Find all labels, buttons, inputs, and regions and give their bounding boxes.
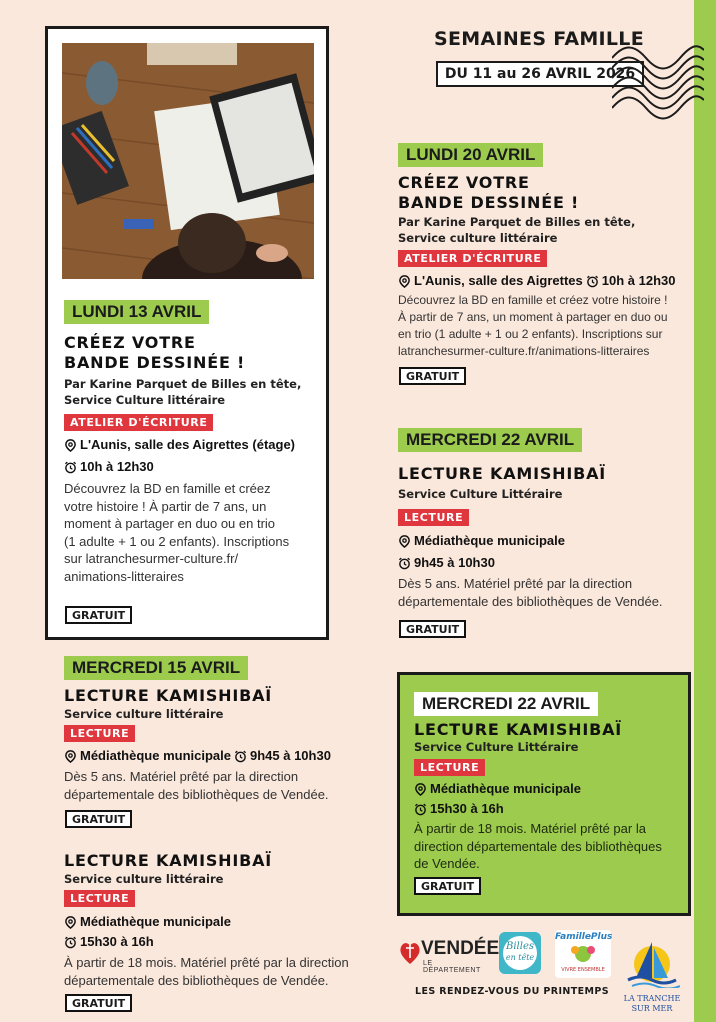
event-location-text: Médiathèque municipale [430, 781, 581, 796]
event-organizer: Service culture littéraire [64, 872, 224, 886]
event-type-badge: LECTURE [64, 890, 135, 907]
event-organizer: Par Karine Parquet de Billes en tête, [64, 377, 302, 391]
event-time-text: 9h45 à 10h30 [249, 748, 331, 763]
alarm-clock-icon [234, 750, 247, 763]
event-time-text: 10h à 12h30 [80, 459, 154, 474]
event-description [64, 768, 329, 803]
alarm-clock-icon [414, 803, 427, 816]
desc-line: sur latranchesurmer-culture.fr/ [64, 551, 239, 566]
event-location [64, 437, 295, 453]
vendee-logo [399, 936, 500, 976]
event-title: LECTURE KAMISHIBAÏ [398, 464, 607, 483]
desc-line: départementale des bibliothèques de Vendée. [64, 972, 329, 988]
event-type-badge: ATELIER D'ÉCRITURE [64, 414, 213, 431]
event-organizer: Service Culture Littéraire [398, 487, 563, 501]
vendee-name: VENDÉE [421, 938, 500, 959]
price-tag: GRATUIT [399, 367, 466, 385]
event-title: LECTURE KAMISHIBAÏ [64, 851, 273, 870]
event-location-text: Médiathèque municipale [414, 533, 565, 548]
desc-line: À partir de 18 mois. Matériel prêté par la direction [64, 955, 349, 970]
desc-line: À partir de 18 mois. Matériel prêté par la [414, 821, 646, 836]
event-time [414, 801, 504, 817]
event-organizer: Service Culture littéraire [64, 393, 226, 407]
event-time-text: 10h à 12h30 [601, 273, 676, 288]
alarm-clock-icon [398, 557, 411, 570]
event-type-badge: ATELIER D'ÉCRITURE [398, 250, 547, 267]
event-location-text: Médiathèque municipale [80, 748, 231, 763]
event-location [398, 533, 565, 549]
event-day-tag: MERCREDI 15 AVRIL [64, 656, 248, 680]
location-pin-icon [64, 439, 77, 452]
price-tag: GRATUIT [65, 994, 132, 1012]
event-type-badge: LECTURE [398, 509, 469, 526]
tranche-line1: LA TRANCHE [623, 994, 681, 1003]
event-description [64, 954, 349, 989]
date-range: DU 11 au 26 AVRIL 2026 [436, 61, 644, 87]
event-location [64, 914, 231, 930]
wave-decoration-icon [612, 40, 704, 120]
desc-line: départementale des bibliothèques de Vendée. [398, 593, 663, 609]
event-location-text: L'Aunis, salle des Aigrettes (étage) [80, 437, 296, 452]
desc-line: latranchesurmer-culture.fr/animations-litteraires [398, 344, 650, 358]
vendee-subtitle: LE DÉPARTEMENT [423, 960, 481, 974]
desc-line: départementale des bibliothèques de Vendée. [64, 786, 329, 802]
desc-line: Dès 5 ans. Matériel prêté par la direction [398, 576, 633, 591]
event-day-tag: MERCREDI 22 AVRIL [414, 692, 598, 716]
price-tag: GRATUIT [414, 877, 481, 895]
location-pin-icon [414, 783, 427, 796]
event-location-text: Médiathèque municipale [80, 914, 231, 929]
event-organizer: Service culture littéraire [398, 231, 558, 245]
billes-line1: Billes [506, 941, 534, 952]
event-title: LECTURE KAMISHIBAÏ [64, 686, 273, 705]
desc-line: direction départementale des bibliothèques [414, 838, 662, 854]
event-location [414, 781, 581, 797]
tranche-line2: SUR MER [631, 1004, 673, 1013]
price-tag: GRATUIT [65, 810, 132, 828]
vendee-heart-icon [399, 940, 421, 966]
event-title: CRÉEZ VOTRE [64, 333, 196, 352]
location-pin-icon [398, 535, 411, 548]
event-title: BANDE DESSINÉE ! [398, 193, 580, 212]
drawing-workshop-photo [62, 43, 314, 279]
famille-plus-label: FamillePlus [555, 932, 613, 942]
famille-plus-logo [555, 930, 611, 978]
event-description [414, 820, 662, 873]
location-pin-icon [398, 275, 411, 288]
desc-line: votre histoire ! À partir de 7 ans, un [64, 498, 267, 514]
desc-line: en trio (1 adulte + 1 ou 2 enfants). Inscriptions sur [398, 327, 663, 341]
desc-line: Dès 5 ans. Matériel prêté par la direction [64, 769, 299, 784]
desc-line: Découvrez la BD en famille et créez votre histoire ! [398, 293, 668, 307]
event-location-time [64, 748, 331, 764]
event-location-text: L'Aunis, salle des Aigrettes [414, 273, 583, 288]
event-organizer: Par Karine Parquet de Billes en tête, [398, 215, 636, 229]
event-description [398, 575, 663, 610]
event-time [64, 459, 154, 475]
page-title: SEMAINES FAMILLE [434, 28, 644, 50]
billes-line2: en tête [505, 953, 535, 962]
desc-line: À partir de 7 ans, un moment à partager en duo ou [398, 310, 668, 324]
event-title: BANDE DESSINÉE ! [64, 353, 246, 372]
location-pin-icon [64, 750, 77, 763]
event-time [398, 555, 495, 571]
la-tranche-sur-mer-logo [624, 938, 680, 1014]
desc-line: moment à partager en duo ou en trio [64, 516, 276, 531]
event-description [64, 480, 289, 585]
event-time-text: 15h30 à 16h [430, 801, 504, 816]
event-description [398, 292, 668, 360]
event-time-text: 9h45 à 10h30 [414, 555, 495, 570]
event-title: CRÉEZ VOTRE [398, 173, 530, 192]
price-tag: GRATUIT [65, 606, 132, 624]
event-type-badge: LECTURE [64, 725, 135, 742]
event-time [64, 934, 154, 950]
event-day-tag: LUNDI 20 AVRIL [398, 143, 543, 167]
billes-en-tete-logo [499, 932, 541, 974]
famille-plus-subtitle: VIVRE ENSEMBLE [561, 967, 605, 973]
footer-tagline: LES RENDEZ-VOUS DU PRINTEMPS [414, 986, 610, 997]
alarm-clock-icon [64, 936, 77, 949]
right-accent-bar [694, 0, 716, 1022]
location-pin-icon [64, 916, 77, 929]
alarm-clock-icon [64, 461, 77, 474]
alarm-clock-icon [586, 275, 599, 288]
event-day-tag: LUNDI 13 AVRIL [64, 300, 209, 324]
event-day-tag: MERCREDI 22 AVRIL [398, 428, 582, 452]
desc-line: de Vendée. [414, 856, 480, 871]
desc-line: (1 adulte + 1 ou 2 enfants). Inscriptions [64, 533, 290, 549]
price-tag: GRATUIT [399, 620, 466, 638]
desc-line: Découvrez la BD en famille et créez [64, 481, 271, 496]
event-title: LECTURE KAMISHIBAÏ [414, 720, 623, 739]
event-time-text: 15h30 à 16h [80, 934, 154, 949]
event-organizer: Service culture littéraire [64, 707, 224, 721]
event-organizer: Service Culture Littéraire [414, 740, 579, 754]
desc-line: animations-litteraires [64, 568, 184, 584]
sailboat-icon [624, 938, 680, 988]
event-location-time [398, 273, 676, 289]
event-type-badge: LECTURE [414, 759, 485, 776]
